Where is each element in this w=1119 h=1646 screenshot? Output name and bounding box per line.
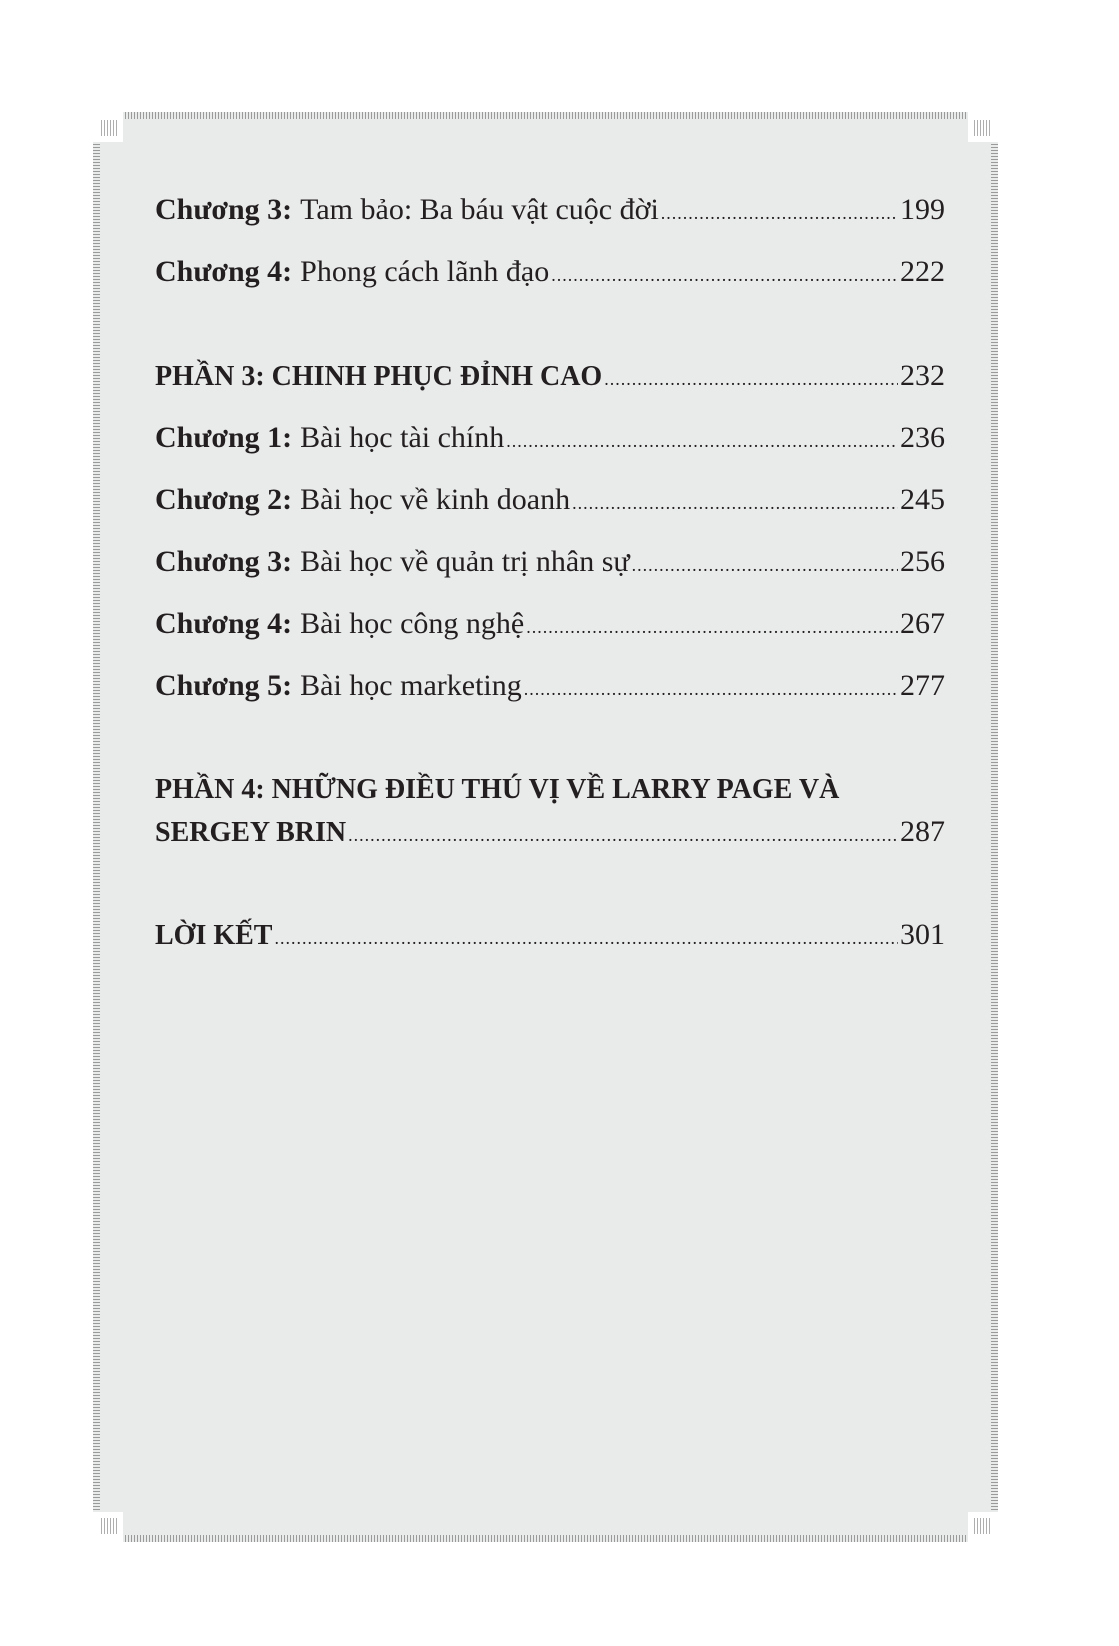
toc-entry[interactable] xyxy=(155,254,945,293)
part-title: SERGEY BRIN xyxy=(155,817,347,848)
frame-border-right xyxy=(991,144,998,1510)
dot-leader xyxy=(348,814,898,853)
toc-entry[interactable] xyxy=(155,420,945,459)
dot-leader xyxy=(274,917,898,956)
dot-leader xyxy=(551,254,898,293)
dot-leader xyxy=(661,192,898,231)
dot-leader xyxy=(632,544,898,583)
page-number: 287 xyxy=(900,815,945,848)
toc-part-entry[interactable] xyxy=(155,358,945,397)
toc-entry[interactable] xyxy=(155,544,945,583)
chapter-label: Chương 1: xyxy=(155,421,293,454)
chapter-label: Chương 3: xyxy=(155,545,293,578)
part-title: PHẦN 3: CHINH PHỤC ĐỈNH CAO xyxy=(155,361,603,392)
corner-ornament-icon xyxy=(974,1518,990,1534)
chapter-title: Bài học về kinh doanh xyxy=(300,483,571,516)
page-number: 236 xyxy=(900,421,945,454)
toc-part-heading-line xyxy=(155,772,945,808)
chapter-label: Chương 4: xyxy=(155,607,293,640)
toc-entry[interactable] xyxy=(155,606,945,645)
chapter-label: Chương 5: xyxy=(155,669,293,702)
dot-leader xyxy=(526,606,898,645)
dot-leader xyxy=(506,420,898,459)
corner-ornament-icon xyxy=(974,120,990,136)
page-number: 301 xyxy=(900,918,945,951)
chapter-title: Phong cách lãnh đạo xyxy=(300,255,550,288)
toc-entry[interactable] xyxy=(155,482,945,521)
chapter-title: Bài học về quản trị nhân sự xyxy=(300,545,630,578)
toc-part-entry[interactable] xyxy=(155,917,945,956)
page-number: 256 xyxy=(900,545,945,578)
page-number: 277 xyxy=(900,669,945,702)
frame-border-left xyxy=(93,144,100,1510)
corner-ornament-icon xyxy=(101,120,117,136)
chapter-title: Bài học marketing xyxy=(300,669,522,702)
page-number: 267 xyxy=(900,607,945,640)
page-number: 222 xyxy=(900,255,945,288)
page-number: 245 xyxy=(900,483,945,516)
part-title: LỜI KẾT xyxy=(155,920,273,951)
chapter-label: Chương 4: xyxy=(155,255,293,288)
frame-border-bottom xyxy=(125,1535,966,1542)
toc-entry[interactable] xyxy=(155,668,945,707)
page-number: 199 xyxy=(900,193,945,226)
corner-ornament-icon xyxy=(101,1518,117,1534)
chapter-label: Chương 3: xyxy=(155,193,293,226)
toc-part-entry[interactable] xyxy=(155,814,945,853)
dot-leader xyxy=(524,668,898,707)
chapter-label: Chương 2: xyxy=(155,483,293,516)
part-title-line1: PHẦN 4: NHỮNG ĐIỀU THÚ VỊ VỀ LARRY PAGE VÀ xyxy=(155,774,840,805)
toc-entry[interactable] xyxy=(155,192,945,231)
frame-border-top xyxy=(125,112,966,119)
dot-leader xyxy=(572,482,898,521)
chapter-title: Tam bảo: Ba báu vật cuộc đời xyxy=(300,193,659,226)
dot-leader xyxy=(604,358,898,397)
chapter-title: Bài học tài chính xyxy=(300,421,505,454)
chapter-title: Bài học công nghệ xyxy=(300,607,525,640)
page-number: 232 xyxy=(900,359,945,392)
